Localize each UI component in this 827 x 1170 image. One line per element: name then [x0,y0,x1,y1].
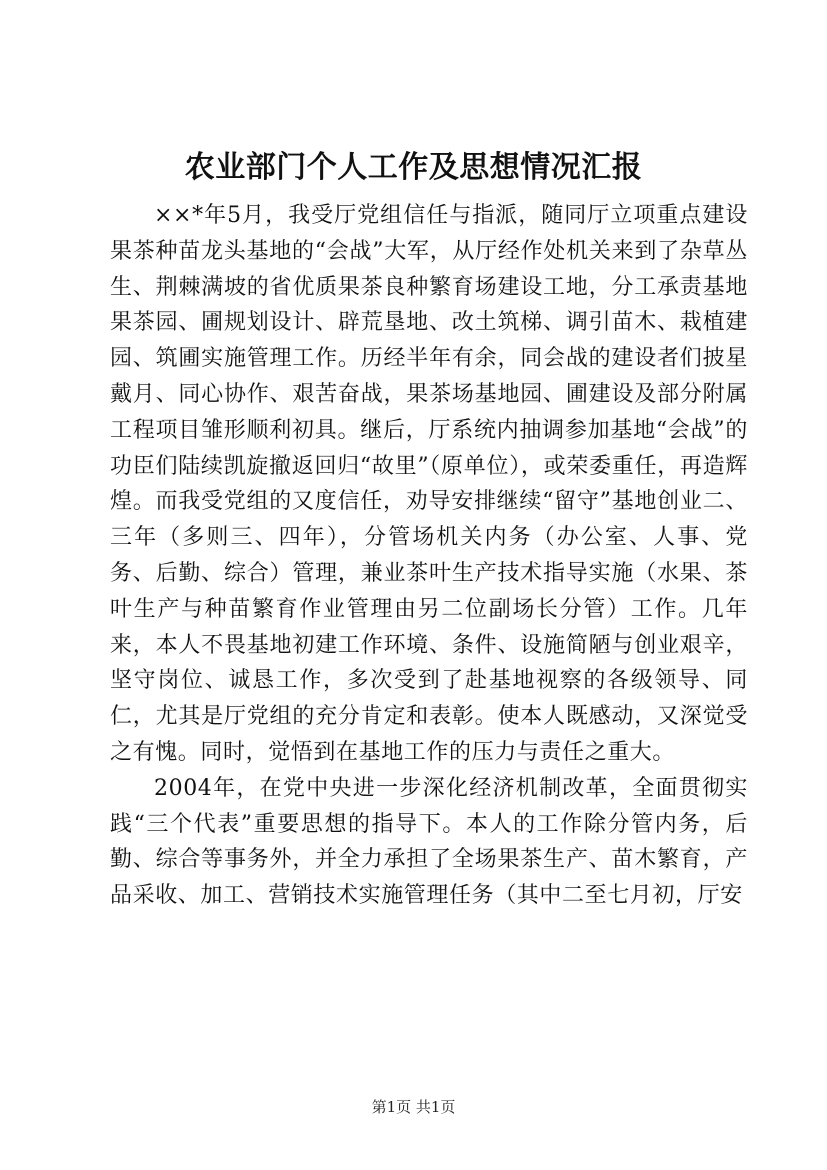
document-title: 农业部门个人工作及思想情况汇报 [184,150,643,185]
document-body [110,198,748,914]
page-number-footer: 第1页 共1页 [371,1098,456,1116]
paragraph-2: 2004年，在党中央进一步深化经济机制改革，全面贯彻实践“三个代表”重要思想的指导下。本人的工作除分管内务，后勤、综合等事务外，并全力承担了全场果茶生产、苗木繁育，产品采收、加工、营销技术实施管理任务（其中二至七月初，厅安 [110,775,748,909]
paragraph-1: ××*年5月，我受厅党组信任与指派，随同厅立项重点建设果茶种苗龙头基地的“会战”大军，从厅经作处机关来到了杂草丛生、荆棘满坡的省优质果茶良种繁育场建设工地，分工承责基地果茶园、圃规划设计、辟荒垦地、改土筑梯、调引苗木、栽植建园、筑圃实施管理工作。历经半年有余，同会战的建设者们披星戴月、同心协作、艰苦奋战，果茶场基地园、圃建设及部分附属工程项目雏形顺利初具。继后，厅系统内抽调参加基地“会战”的功臣们陆续凯旋撤返回归“故里”（原单位），或荣委重任，再造辉煌。而我受党组的又度信任，劝导安排继续“留守”基地创业二、三年（多则三、四年），分管场机关内务（办公室、人事、党务、后勤、综合）管理，兼业茶叶生产技术指导实施（水果、茶叶生产与种苗繁育作业管理由另二位副场长分管）工作。几年来，本人不畏基地初建工作环境、条件、设施简陋与创业艰辛，坚守岗位、诚恳工作，多次受到了赴基地视察的各级领导、同仁，尤其是厅党组的充分肯定和表彰。使本人既感动，又深觉受之有愧。同时，觉悟到在基地工作的压力与责任之重大。 [110,203,748,765]
